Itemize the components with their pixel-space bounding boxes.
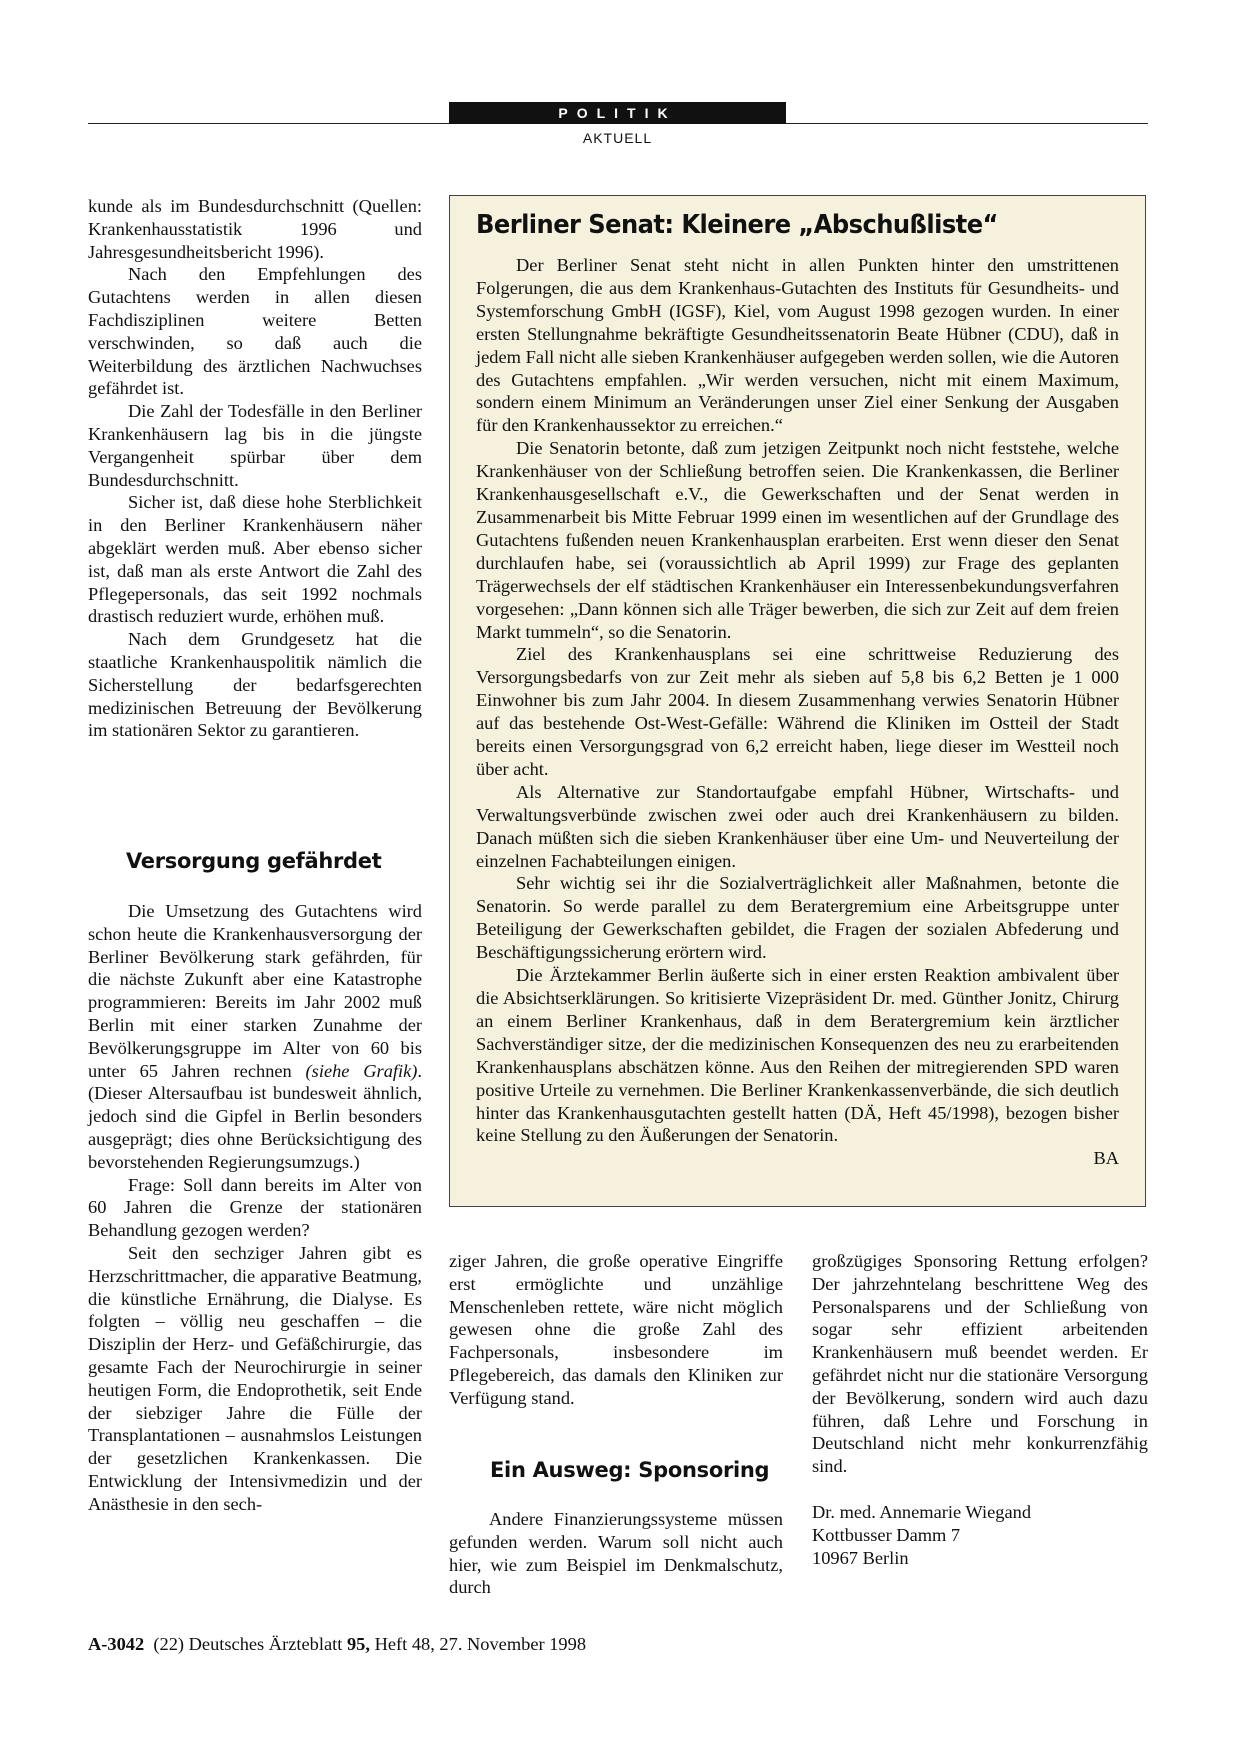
column-1 — [88, 195, 422, 742]
box-title: Berliner Senat: Kleinere „Abschußliste“ — [476, 210, 998, 240]
author-city: 10967 Berlin — [812, 1547, 909, 1568]
box-paragraph: Der Berliner Senat steht nicht in allen Punkten hinter den umstrittenen Folgerungen, die aus dem Krankenhaus-Gutachten des Instituts für Gesundheits- und Systemforschung GmbH (IGSF), Kiel, vom August 1998 gezogen wurden. In einer ersten Stellungnahme bekräftigte Gesundheitssenatorin Beate Hübner (CDU), daß in jedem Fall nicht alle sieben Krankenhäuser aufgegeben werden sollen, wie die Autoren des Gutachtens empfahlen. „Wir werden versuchen, nicht mit einem Maximum, sondern einem Minimum an Veränderungen unser Ziel einer Senkung der Ausgaben für den Krankenhaussektor zu erreichen.“ — [476, 255, 1119, 436]
box-paragraph: Sehr wichtig sei ihr die Sozialverträglichkeit aller Maßnahmen, betonte die Senatorin. So werde parallel zu dem Beratergremium eine Arbeitsgruppe unter Beteiligung der Gewerkschaften gebildet, die Fragen der sozialen Abfederung und Beschäftigungssicherung erörtern wird. — [476, 873, 1119, 963]
paragraph: Nach dem Grundgesetz hat die staatliche Krankenhauspolitik nämlich die Sicherstellung der bedarfsgerechten medizinischen Betreuung der Bevölkerung im stationären Sektor zu garantieren. — [88, 629, 422, 741]
info-box — [449, 195, 1146, 1207]
box-signature: BA — [1093, 1148, 1119, 1169]
paragraph: Nach den Empfehlungen des Gutachtens werden in allen diesen Fachdisziplinen weitere Betten verschwinden, so daß auch die Weiterbildung des ärztlichen Nachwuchses gefährdet ist. — [88, 264, 422, 399]
author-street: Kottbusser Damm 7 — [812, 1524, 961, 1545]
paragraph: kunde als im Bundesdurchschnitt (Quellen: Krankenhausstatistik 1996 und Jahresgesundheitsbericht 1996). — [88, 196, 422, 262]
figure-reference: (siehe Grafik) — [305, 1060, 418, 1081]
page-reference: A-3042 — [88, 1634, 145, 1654]
column-1-continued — [88, 900, 422, 1516]
column-2-continued — [449, 1508, 783, 1599]
volume-number: 95, — [346, 1634, 370, 1654]
paragraph — [88, 900, 422, 1174]
journal-name: (22) Deutsches Ärzteblatt — [153, 1634, 343, 1654]
paragraph: Andere Finanzierungssysteme müssen gefunden werden. Warum soll nicht auch hier, wie zum Beispiel im Denkmalschutz, durch — [449, 1509, 783, 1598]
text-span: . (Dieser Altersaufbau ist bundesweit ähnlich, jedoch sind die Gipfel in Berlin besonders ausgeprägt; dies ohne Berücksichtigung des bevorstehenden Regierungsumzugs.) — [88, 1060, 422, 1172]
box-paragraph: Ziel des Krankenhausplans sei eine schrittweise Reduzierung des Versorgungsbedarfs von zur Zeit mehr als sieben auf 5,8 bis 6,2 Betten je 1 000 Einwohner bis zum Jahr 2004. In diesem Zusammenhang verwies Senatorin Hübner auf das bestehende Ost-West-Gefälle: Während die Kliniken im Ostteil der Stadt bereits einen Versorgungsgrad von 6,2 erreicht haben, liege dieser im Westteil noch über acht. — [476, 644, 1119, 779]
subheading-sponsoring: Ein Ausweg: Sponsoring — [490, 1458, 770, 1482]
column-2 — [449, 1250, 783, 1410]
author-name: Dr. med. Annemarie Wiegand — [812, 1501, 1032, 1522]
author-signature — [812, 1501, 1148, 1569]
paragraph: Seit den sechziger Jahren gibt es Herzschrittmacher, die apparative Beatmung, die künstliche Ernährung, die Dialyse. Es folgten – völlig neu geschaffen – die Disziplin der Herz- und Gefäßchirurgie, das gesamte Fach der Neurochirurgie in seiner heutigen Form, die Endoprothetik, seit Ende der siebziger Jahre die Fülle der Transplantationen – ausnahmslos Leistungen der gesetzlichen Krankenkassen. Die Entwicklung der Intensivmedizin und der Anästhesie in den sech- — [88, 1242, 422, 1514]
paragraph: großzügiges Sponsoring Rettung erfolgen? Der jahrzehntelang beschrittene Weg des Personalsparens und der Schließung von sogar sehr effizient arbeitenden Krankenhäusern muß beendet werden. Er gefährdet nicht nur die stationäre Versorgung der Bevölkerung, sondern wird auch dazu führen, daß Lehre und Forschung in Deutschland nicht mehr konkurrenzfähig sind. — [812, 1251, 1148, 1477]
box-paragraph: Als Alternative zur Standortaufgabe empfahl Hübner, Wirtschafts- und Verwaltungsverbünde zwischen zwei oder auch drei Krankenhäusern zu bilden. Danach müßten sich die sieben Krankenhäuser über eine Um- und Neuverteilung der einzelnen Fachabteilungen einigen. — [476, 781, 1119, 871]
column-3 — [812, 1250, 1148, 1569]
box-body — [476, 254, 1119, 1170]
subsection-label: AKTUELL — [582, 130, 653, 146]
text-span: Die Umsetzung des Gutachtens wird schon heute die Krankenhausversorgung der Berliner Bevölkerung stark gefährden, für die nächste Zukunft aber eine Katastrophe programmieren: Bereits im Jahr 2002 muß Berlin mit einer starken Zunahme der Bevölkerungsgruppe im Alter von 60 bis unter 65 Jahren rechnen — [88, 901, 422, 1081]
section-label: POLITIK — [449, 102, 786, 124]
box-paragraph: Die Senatorin betonte, daß zum jetzigen Zeitpunkt noch nicht feststehe, welche Krankenhäuser von der Schließung betroffen seien. Die Krankenkassen, die Berliner Krankenhausgesellschaft e.V., die Gewerkschaften und der Senat werden in Zusammenarbeit bis Mitte Februar 1999 einen im wesentlichen auf der Grundlage des Gutachtens fußenden neuen Krankenhausplan erarbeiten. Erst wenn dieser den Senat durchlaufen habe, sei (voraussichtlich ab April 1999) zur Frage des geplanten Trägerwechsels der elf städtischen Krankenhäuser ein Interessenbekundungsverfahren vorgesehen: „Dann können sich alle Träger bewerben, die sich zur Zeit auf dem freien Markt tummeln“, so die Senatorin. — [476, 438, 1119, 642]
subheading-versorgung: Versorgung gefährdet — [126, 849, 382, 873]
paragraph: ziger Jahren, die große operative Eingriffe erst ermöglichte und unzählige Menschenleben rettete, wäre nicht möglich gewesen ohne die große Zahl des Fachpersonals, insbesondere im Pflegebereich, das damals den Kliniken zur Verfügung stand. — [449, 1251, 783, 1408]
paragraph: Frage: Soll dann bereits im Alter von 60 Jahren die Grenze der stationären Behandlung gezogen werden? — [88, 1174, 422, 1241]
box-paragraph: Die Ärztekammer Berlin äußerte sich in einer ersten Reaktion ambivalent über die Absichtserklärungen. So kritisierte Vizepräsident Dr. med. Günther Jonitz, Chirurg an einem Berliner Krankenhaus, daß in dem Beratergremium kein ärztlicher Sachverständiger sitze, der die medizinischen Konsequenzen des neu zu erarbeitenden Krankenhausplans abschätzen könne. Aus den Reihen der mitregierenden SPD waren positive Urteile zu vernehmen. Die Berliner Krankenkassenverbände, die sich deutlich hinter das Krankenhausgutachten gestellt hatten (DÄ, Heft 45/1998), bezogen bisher keine Stellung zu den Äußerungen der Senatorin. — [476, 965, 1119, 1146]
issue-date: Heft 48, 27. November 1998 — [374, 1634, 587, 1654]
paragraph: Die Zahl der Todesfälle in den Berliner Krankenhäusern lag bis in die jüngste Vergangenheit spürbar über dem Bundesdurchschnitt. — [88, 401, 422, 490]
paragraph: Sicher ist, daß diese hohe Sterblichkeit in den Berliner Krankenhäusern näher abgeklärt werden muß. Aber ebenso sicher ist, daß man als erste Antwort die Zahl des Pflegepersonals, das seit 1992 nochmals drastisch reduziert wurde, erhöhen muß. — [88, 492, 422, 627]
page-footer — [88, 1634, 586, 1655]
